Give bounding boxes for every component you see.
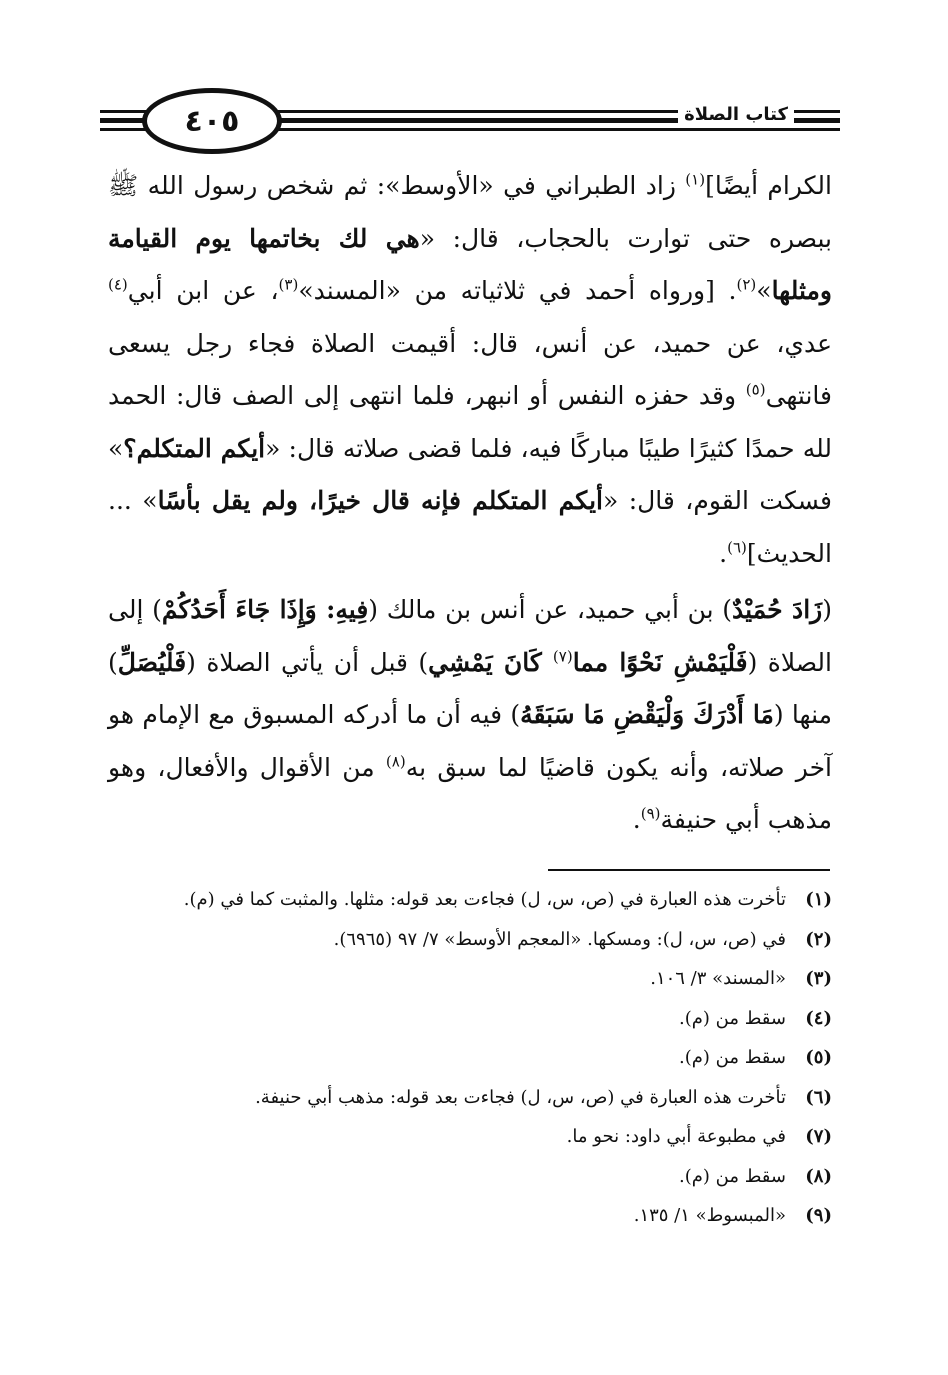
footnote-number: (٤)	[805, 1007, 832, 1029]
footnote-ref: (٤)	[108, 275, 128, 294]
text-run: . [ورواه أحمد في ثلاثياته من «المسند»	[298, 276, 737, 305]
footnote	[108, 880, 832, 920]
footnote-number: (٦)	[805, 1086, 832, 1108]
footnote-ref: (٨)	[385, 752, 406, 771]
text-run: وقد حفزه النفس أو انبهر، فلما انتهى إلى الصف قال: الحمد لله حمدًا كثيرًا طيبًا مباركًا فيه، فلما قضى صلاته قال: «	[108, 381, 833, 463]
running-title: كتاب الصلاة	[678, 104, 794, 125]
footnote-ref: (٦)	[727, 538, 747, 557]
footnote	[108, 959, 832, 999]
text-run: عدي، عن حميد، عن أنس، قال: أقيمت الصلاة فجاء رجل يسعى فانتهى	[108, 328, 832, 410]
footnote-number: (٩)	[805, 1205, 832, 1226]
footnote-text: سقط من (م).	[679, 1165, 786, 1187]
footnote-text: سقط من (م).	[679, 1047, 786, 1068]
hadith-quote: هي لك بخاتمها يوم القيامة ومثلها	[108, 223, 832, 305]
hadith-quote: فَلْيَمْشِ نَحْوًا مما	[572, 647, 748, 677]
footnote-number: (٧)	[805, 1126, 832, 1147]
main-text	[108, 160, 832, 847]
footnote-text: في مطبوعة أبي داود: نحو ما.	[566, 1126, 786, 1147]
text-run: ) منها (	[108, 647, 832, 729]
footnote	[108, 1038, 832, 1078]
page-header	[100, 88, 840, 158]
footnote-number: (٨)	[805, 1165, 832, 1187]
text-run: ) فيه أن ما أدركه المسبوق مع الإمام هو آخر صلاته، وأنه يكون قاضيًا لما سبق به	[108, 700, 832, 782]
paragraph-2	[108, 584, 832, 847]
text-run: ) قبل أن يأتي الصلاة (	[186, 647, 429, 677]
footnote-ref: (٢)	[736, 275, 757, 294]
footnote	[108, 1078, 832, 1118]
footnote-number: (٣)	[805, 968, 832, 989]
footnote-text: «المسند» ٣/ ١٠٦.	[650, 968, 786, 989]
hadith-quote: أيكم المتكلم فإنه قال خيرًا، ولم يقل بأسًا	[157, 486, 603, 515]
text-run: الكرام أيضًا]	[705, 171, 832, 200]
hadith-quote: كَانَ يَمْشِي	[428, 647, 553, 677]
hadith-quote: فِيهِ: وَإِذَا جَاءَ أَحَدُكُمْ	[161, 595, 369, 624]
page-number: ٤٠٥	[142, 88, 282, 154]
text-run: (	[822, 595, 832, 624]
hadith-quote: فَلْيُصَلِّ	[117, 647, 187, 677]
footnote-ref: (١)	[685, 170, 706, 189]
footnote	[108, 1117, 832, 1157]
text-run: ، عن ابن أبي	[127, 276, 279, 305]
footnote	[108, 999, 832, 1039]
text-run: من الأقوال والأفعال، وهو مذهب أبي حنيفة	[108, 752, 832, 834]
text-run: » ... الحديث]	[108, 486, 832, 568]
text-run: ) بن أبي حميد، عن أنس بن مالك (	[368, 595, 733, 624]
paragraph-1	[108, 160, 832, 580]
footnote-ref: (٩)	[640, 804, 661, 823]
text-run: » فسكت القوم، قال: «	[108, 433, 832, 515]
text-run: ) إلى الصلاة (	[108, 595, 832, 677]
footnote-text: «المبسوط» ١/ ١٣٥.	[633, 1205, 786, 1226]
hadith-quote: أيكم المتكلم؟	[123, 433, 266, 463]
footnote-number: (٢)	[805, 928, 832, 950]
footnote-number: (١)	[805, 889, 832, 910]
footnote-text: تأخرت هذه العبارة في (ص، س، ل) فجاءت بعد قوله: مثلها. والمثبت كما في (م).	[183, 889, 786, 910]
footnote-ref: (٧)	[552, 647, 573, 666]
hadith-quote: مَا أَدْرَكَ وَلْيَقْضِ مَا سَبَقَهُ	[520, 700, 774, 729]
footnote	[108, 920, 832, 960]
text-run: »	[756, 276, 772, 305]
footnote	[108, 1196, 832, 1236]
footnote-text: سقط من (م).	[679, 1007, 786, 1029]
footnote-ref: (٣)	[278, 275, 299, 294]
footnote-separator	[548, 869, 830, 871]
footnote-ref: (٥)	[745, 380, 766, 399]
footnote-text: في (ص، س، ل): ومسكها. «المعجم الأوسط» ٧/ ٩٧ (٦٩٦٥).	[333, 928, 786, 950]
text-run: .	[719, 538, 728, 568]
text-run: .	[632, 805, 641, 834]
footnote	[108, 1157, 832, 1197]
footnotes	[108, 880, 832, 1236]
footnote-number: (٥)	[805, 1047, 832, 1068]
footnote-text: تأخرت هذه العبارة في (ص، س، ل) فجاءت بعد قوله: مذهب أبي حنيفة.	[255, 1086, 786, 1108]
hadith-quote: زَادَ حُمَيْدٌ	[732, 595, 823, 624]
text-run: زاد الطبراني في «الأوسط»: ثم شخص رسول الله ﷺ ببصره حتى توارت بالحجاب، قال: «	[108, 171, 832, 253]
